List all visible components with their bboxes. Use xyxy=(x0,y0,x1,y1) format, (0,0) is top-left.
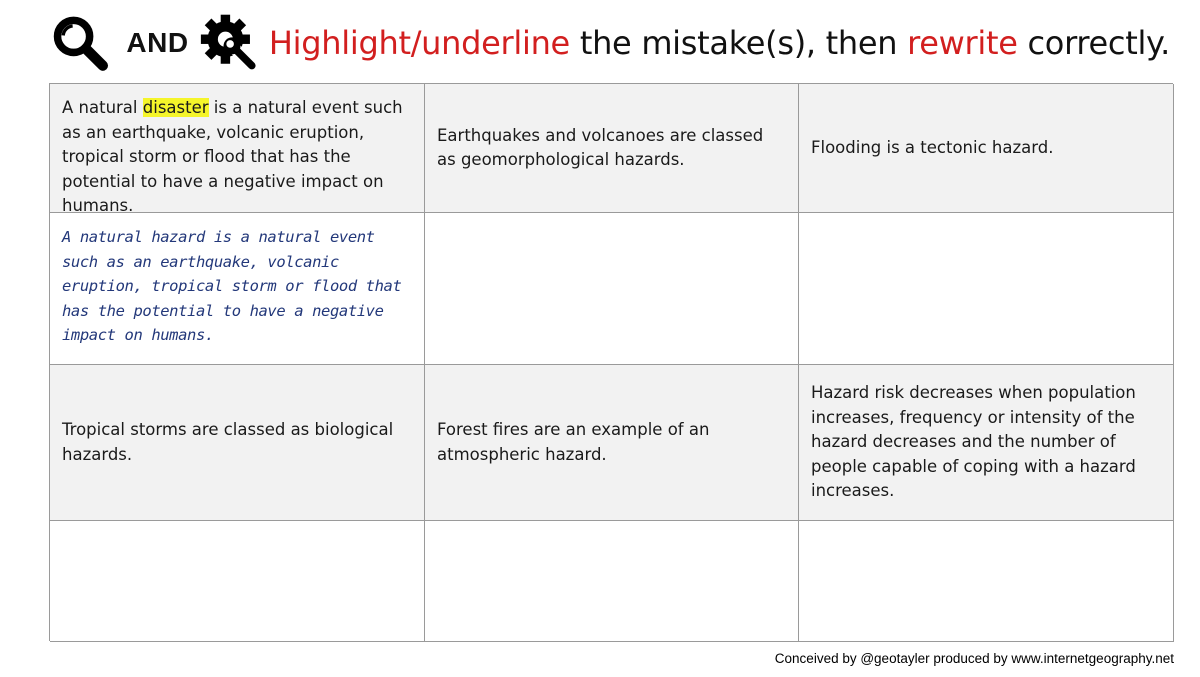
statement-text: Flooding is a tectonic hazard. xyxy=(811,137,1054,157)
footer-credit: Conceived by @geotayler produced by www.internetgeography.net xyxy=(774,651,1174,666)
header xyxy=(50,8,1170,78)
statement-text: Forest fires are an example of an atmospheric hazard. xyxy=(437,420,710,464)
answer-cell[interactable] xyxy=(50,213,425,365)
answer-cell[interactable] xyxy=(425,213,799,365)
worksheet-table xyxy=(49,83,1173,641)
instruction-rewrite-word: rewrite xyxy=(907,24,1018,62)
answer-cell[interactable] xyxy=(799,521,1174,642)
instruction-title xyxy=(269,24,1170,62)
gear-wrench-icon xyxy=(199,12,259,74)
handwritten-answer: A natural hazard is a natural event such as an earthquake, volcanic eruption, tropical storm or flood that has the potential to have a negative impact on humans. xyxy=(62,228,402,344)
magnifier-icon xyxy=(50,12,110,74)
statement-text: A natural disaster is a natural event such as an earthquake, volcanic eruption, tropical storm or flood that has the potential to have a negative impact on humans. xyxy=(62,98,403,215)
instruction-highlight-word: Highlight/underline xyxy=(268,24,570,62)
answer-cell[interactable] xyxy=(50,521,425,642)
statement-text: Tropical storms are classed as biological hazards. xyxy=(62,420,394,464)
answer-cell[interactable] xyxy=(799,213,1174,365)
statement-text: Hazard risk decreases when population increases, frequency or intensity of the hazard decreases and the number of people capable of coping with a hazard increases. xyxy=(811,383,1136,501)
statement-cell[interactable] xyxy=(425,365,799,521)
answer-cell[interactable] xyxy=(425,521,799,642)
statement-cell[interactable] xyxy=(50,365,425,521)
statement-cell[interactable] xyxy=(799,84,1174,213)
instruction-end: correctly. xyxy=(1017,24,1170,62)
instruction-middle: the mistake(s), then xyxy=(569,24,908,62)
statement-cell[interactable] xyxy=(799,365,1174,521)
highlighted-mistake[interactable]: disaster xyxy=(142,98,209,117)
statement-cell[interactable] xyxy=(50,84,425,213)
statement-text: Earthquakes and volcanoes are classed as geomorphological hazards. xyxy=(437,125,764,169)
and-label: AND xyxy=(126,27,189,58)
statement-cell[interactable] xyxy=(425,84,799,213)
